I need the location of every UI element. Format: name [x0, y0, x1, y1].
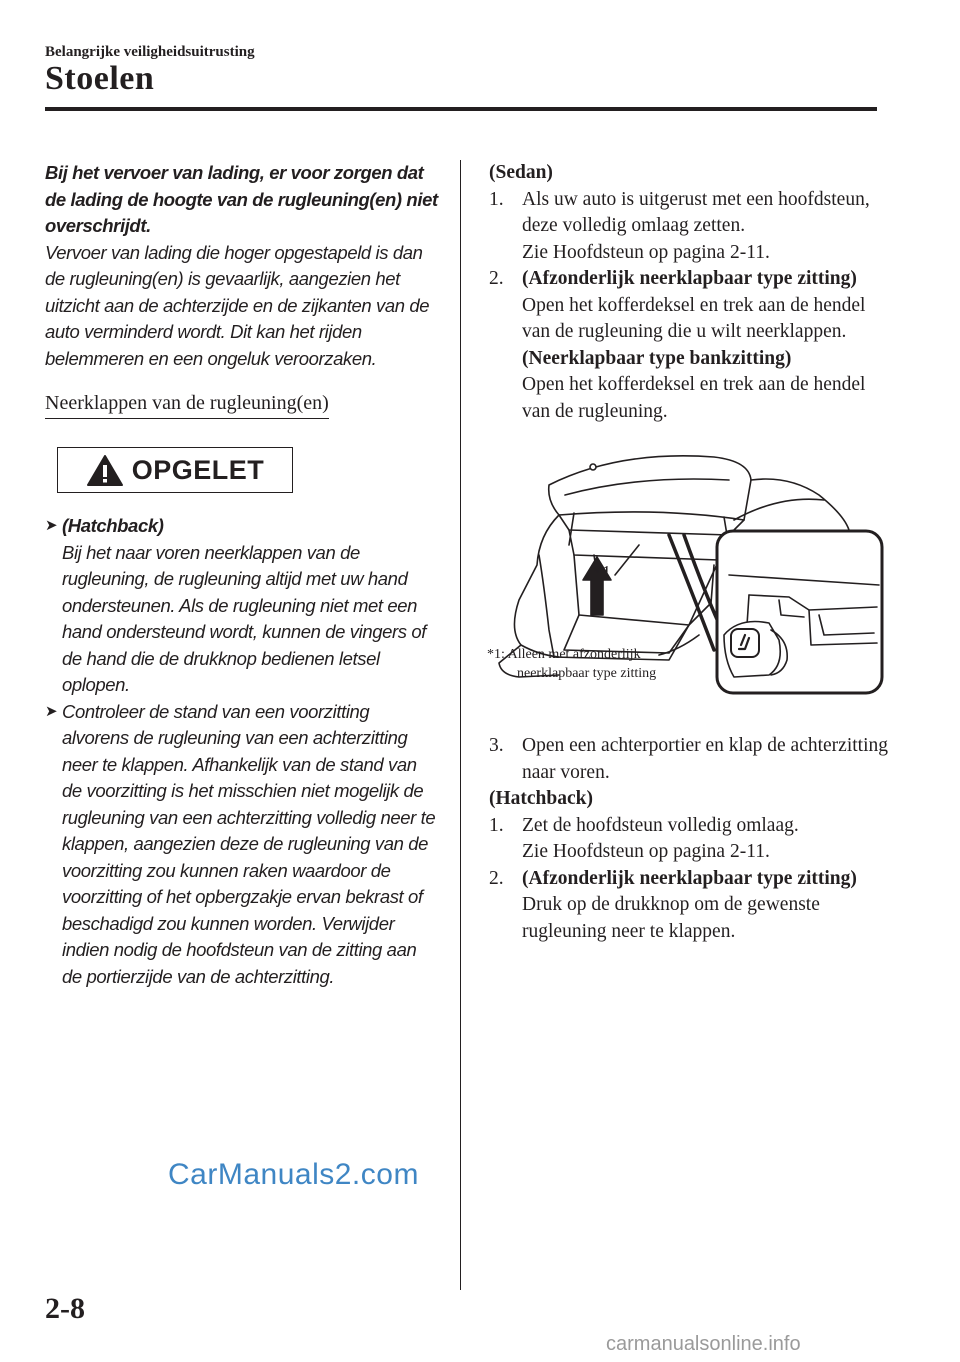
step-number: 2.: [489, 867, 504, 889]
subheading: Neerklappen van de rugleuning(en): [45, 390, 329, 419]
left-column: [45, 160, 440, 990]
figure-note: [487, 645, 656, 683]
intro-text: Vervoer van lading die hoger opgestapeld is dan de rugleuning(en) is gevaarlijk, aangezien het uitzicht aan de achterzijde en de zijkanten van de auto verminderd wordt. Dit kan het rijden belemmeren en een ongeluk veroorzaken.: [45, 241, 430, 369]
list-item: [489, 813, 889, 866]
warning-bullets: [45, 513, 440, 990]
step-reference: Zie Hoofdsteun op pagina 2-11.: [522, 241, 770, 263]
arrow-bullet-icon: ➤: [45, 517, 58, 534]
step-title: (Afzonderlijk neerklapbaar type zitting): [522, 268, 857, 289]
step-text: Open een achterportier en klap de achterzitting naar voren.: [522, 735, 888, 783]
warning-icon: [86, 454, 124, 487]
bullet-text: Bij het naar voren neerklappen van de rugleuning, de rugleuning altijd met uw hand ondersteunen. Als de rugleuning niet met een hand ondersteund wordt, kunnen de vingers of de hand die de drukknop bedienen letsel oplopen.: [62, 541, 426, 695]
step-number: 1.: [489, 814, 504, 836]
step-title: (Afzonderlijk neerklapbaar type zitting): [522, 867, 857, 889]
step-text: Druk op de drukknop om de gewenste rugleuning neer te klappen.: [522, 894, 820, 942]
step-text: Open het kofferdeksel en trek aan de hendel van de rugleuning.: [522, 374, 866, 422]
list-item: [489, 187, 889, 267]
page-title: Stoelen: [45, 60, 155, 97]
trunk-illustration: [479, 435, 889, 725]
intro-bold-text: Bij het vervoer van lading, er voor zorgen dat de lading de hoogte van de rugleuning(en) niet overschrijdt.: [45, 162, 438, 236]
warning-label: OPGELET: [131, 454, 265, 485]
sedan-heading: (Sedan): [489, 162, 553, 183]
arrow-bullet-icon: ➤: [45, 702, 58, 720]
bullet-title: (Hatchback): [62, 515, 164, 536]
step-title: (Neerklapbaar type bankzitting): [522, 347, 792, 369]
figure-note-line: neerklapbaar type zitting: [517, 666, 657, 681]
bullet-text: Controleer de stand van een voorzitting alvorens de rugleuning van een achterzitting neer te klappen. Afhankelijk van de stand van de voorzitting is het misschien niet mogelijk de rugleuning van een achterzitting volledig neer te klappen, aangezien deze de rugleuning van de voorzitting zou kunnen raken waardoor de voorzitting of het opbergzakje ervan bekrast of beschadigd zou kunnen worden. Verwijder indien nodig de hoofdsteun van de zitting aan de portierzijde van de achterzitting.: [62, 700, 436, 987]
step-reference: Zie Hoofdsteun op pagina 2-11.: [522, 841, 770, 862]
figure-note-line: *1: Alleen met afzonderlijk: [487, 647, 641, 662]
step-text: Open het kofferdeksel en trek aan de hendel van de rugleuning die u wilt neerklappen.: [522, 294, 866, 342]
step-number: 1.: [489, 188, 504, 210]
watermark-link[interactable]: CarManuals2.com: [168, 1158, 419, 1191]
list-item: [489, 266, 889, 425]
right-column: [489, 160, 889, 945]
step-number: 2.: [489, 268, 504, 289]
list-item: [45, 513, 440, 699]
hatchback-heading: (Hatchback): [489, 788, 593, 809]
column-divider: [460, 160, 461, 1290]
list-item: [489, 866, 889, 946]
step-text: Als uw auto is uitgerust met een hoofdsteun, deze volledig omlaag zetten.: [522, 188, 870, 236]
footer-watermark: carmanualsonline.info: [606, 1333, 801, 1355]
page-number: 2-8: [45, 1292, 85, 1325]
step-number: 3.: [489, 735, 504, 756]
list-item: [489, 733, 889, 786]
list-item: [45, 699, 440, 991]
callout-label: *1: [593, 562, 611, 582]
title-rule: [45, 107, 877, 111]
step-text: Zet de hoofdsteun volledig omlaag.: [522, 814, 799, 836]
warning-box: [57, 447, 293, 493]
section-label: Belangrijke veiligheidsuitrusting: [45, 44, 255, 60]
